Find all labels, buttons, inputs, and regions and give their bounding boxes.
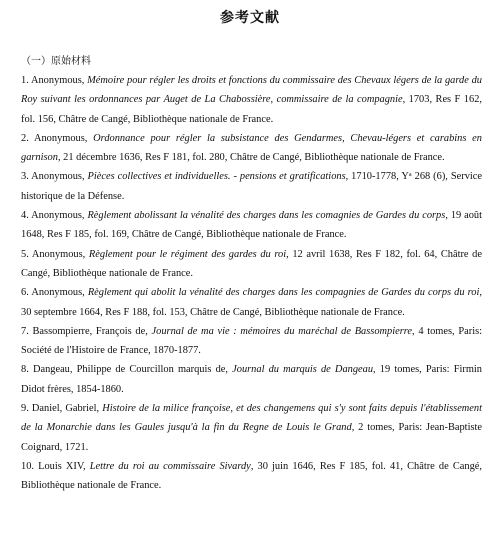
reference-author: Anonymous, <box>33 132 94 144</box>
reference-details: , 21 décembre 1636, Res F 181, fol. 280, Châtre de Cangé, Bibliothèque nationale de France. <box>57 152 445 164</box>
reference-item <box>21 71 482 129</box>
reference-details: , 19 août 1648, Res F 185, fol. 169, Châtre de Cangé, Bibliothèque nationale de France. <box>21 210 482 241</box>
reference-number: 8. <box>21 364 33 376</box>
reference-title: Mémoire pour régler les droits et fonctions du commissaire des Chevaux légers de la garde du Roy suivant les ordonnances par Auget de La Chabossière, commissaire de la compagnie <box>21 75 482 106</box>
reference-item <box>21 322 482 361</box>
reference-details: , 12 avril 1638, Res F 182, fol. 64, Châtre de Cangé, Bibliothèque nationale de France. <box>21 248 482 279</box>
page-title: 参考文献 <box>220 10 280 26</box>
reference-author: Louis XIV, <box>38 460 90 472</box>
reference-number: 5. <box>21 248 32 260</box>
reference-item <box>21 457 482 496</box>
reference-number: 2. <box>21 132 34 144</box>
reference-item <box>21 129 482 168</box>
reference-title: Pièces collectives et individuelles. - pensions et gratifications <box>87 171 346 183</box>
reference-number: 9. <box>21 403 32 415</box>
reference-details: , 1710-1778, Yᵃ 268 (6), Service historique de la Défense. <box>21 171 483 202</box>
reference-item <box>21 399 482 457</box>
reference-number: 3. <box>21 171 32 183</box>
reference-title: Règlement qui abolit la vénalité des charges dans les compagnies de Gardes du corps du roi <box>87 287 480 299</box>
reference-title: Journal du marquis de Dangeau <box>232 364 374 376</box>
reference-item <box>21 167 482 206</box>
reference-number: 4. <box>21 210 32 222</box>
reference-item <box>21 206 482 245</box>
reference-details: , 1703, Res F 162, fol. 156, Châtre de Cangé, Bibliothèque nationale de France. <box>21 94 482 125</box>
reference-details: , 30 septembre 1664, Res F 188, fol. 153, Châtre de Cangé, Bibliothèque nationale de France. <box>21 287 482 318</box>
reference-details: , 19 tomes, Paris: Firmin Didot frères, 1854-1860. <box>21 364 482 395</box>
reference-author: Anonymous, <box>31 171 88 183</box>
reference-item <box>21 360 482 399</box>
reference-number: 1. <box>21 75 31 86</box>
reference-item <box>21 245 482 284</box>
reference-author: Bassompierre, François de, <box>32 325 152 337</box>
reference-author: Anonymous, <box>31 210 88 222</box>
reference-author: Anonymous, <box>31 287 88 299</box>
reference-title: Journal de ma vie : mémoires du maréchal de Bassompierre <box>151 325 413 337</box>
reference-number: 10. <box>21 460 39 472</box>
reference-details: , 2 tomes, Paris: Jean-Baptiste Coignard, 1721. <box>21 422 482 453</box>
reference-details: , 30 juin 1646, Res F 185, fol. 41, Châtre de Cangé, Bibliothèque nationale de France. <box>21 460 482 492</box>
reference-title: Histoire de la milice françoise, et des changemens qui s'y sont faits depuis l'établissement de la Monarchie dans les Gaules jusqu'à la fin du Regne de Louis le Grand <box>21 403 482 434</box>
section-heading: （一）原始材料 <box>21 56 91 67</box>
reference-title: Ordonnance pour régler la subsistance des Gendarmes, Chevau-légers et carabins en garnison <box>21 132 482 164</box>
reference-author: Dangeau, Philippe de Courcillon marquis de, <box>32 364 233 376</box>
reference-author: Anonymous, <box>30 75 88 86</box>
reference-number: 7. <box>21 325 33 337</box>
reference-title: Règlement pour le régiment des gardes du roi <box>88 248 287 260</box>
reference-details: , 4 tomes, Paris: Société de l'Histoire de France, 1870-1877. <box>21 325 483 357</box>
reference-title: Lettre du roi au commissaire Sivardy <box>89 460 251 472</box>
reference-author: Daniel, Gabriel, <box>31 403 103 415</box>
reference-title: Règlement abolissant la vénalité des charges dans les comagnies de Gardes du corps <box>87 210 446 222</box>
reference-number: 6. <box>21 287 32 299</box>
reference-list <box>21 71 482 496</box>
reference-author: Anonymous, <box>31 248 89 260</box>
reference-item <box>21 283 482 322</box>
